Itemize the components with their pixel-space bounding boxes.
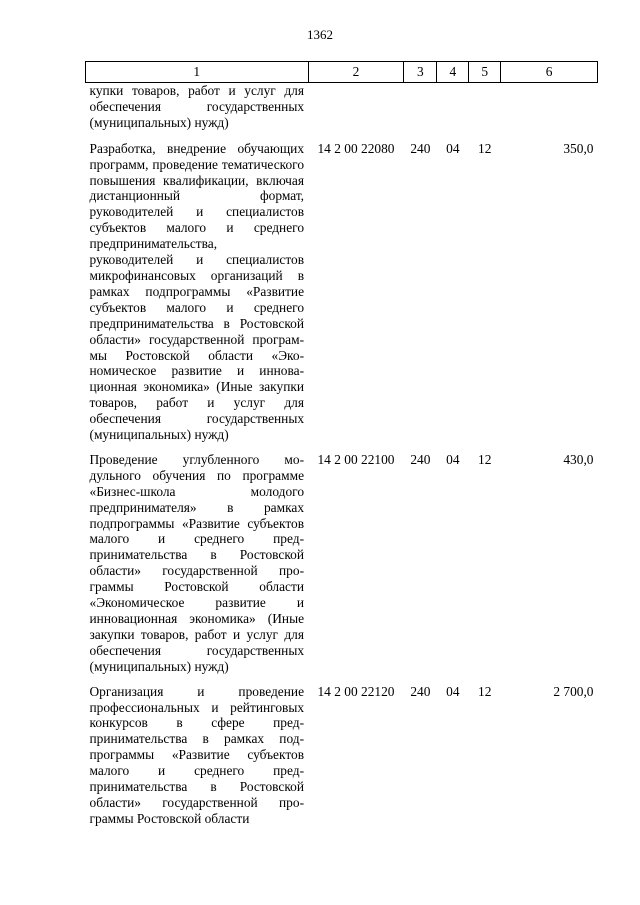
header-col-6: 6: [501, 62, 598, 83]
row-target-code: 14 2 00 22120: [317, 683, 395, 699]
row-expense-type: 240: [410, 451, 431, 467]
row-expense-type: 240: [410, 140, 431, 156]
row-description: купки товаров, работ и услуг для обеспечения государственных (муниципальных) нужд): [89, 83, 305, 130]
page-number: 1362: [307, 27, 333, 42]
row-description: Организация и проведение профессиональных и рейтинговых конкурсов в сфере предпринимательства в рамках подпрограммы «Развитие субъектов малого и среднего предпринимательства в Ростовской области» государственной программы Ростовской области: [89, 683, 305, 826]
row-section: 04: [446, 140, 460, 156]
table-header: [86, 62, 598, 83]
header-row: [86, 62, 598, 83]
row-description: Разработка, внедрение обучающих программ, проведение тематического повышения квалификации, включая дистанционный формат, руководителей и специалистов субъектов малого и среднего предпринимательства, руководителей и специалистов микрофинансовых организаций в рамках подпрограммы «Развитие субъектов малого и среднего предпринимательства в Ростовской области» государственной программы Ростовской области «Экономическое развитие и инновационная экономика» (Иные закупки товаров, работ и услуг для обеспечения государственных (муниципальных) нужд): [89, 140, 305, 443]
row-subsection: 12: [478, 140, 492, 156]
row-expense-type: 240: [410, 683, 431, 699]
table-row: [86, 141, 598, 452]
row-subsection: 12: [478, 451, 492, 467]
header-col-3: 3: [404, 62, 437, 83]
header-col-2: 2: [308, 62, 404, 83]
header-col-4: 4: [437, 62, 469, 83]
row-amount: 2 700,0: [553, 683, 594, 699]
table-row-continuation: [86, 83, 598, 141]
row-section: 04: [446, 683, 460, 699]
row-description: Проведение углубленного модульного обучения по программе «Бизнес-школа молодого предпринимателя» в рамках подпрограммы «Развитие субъектов малого и среднего предпринимательства в Ростовской области» государственной программы Ростовской области «Экономическое развитие и инновационная экономика» (Иные закупки товаров, работ и услуг для обеспечения государственных (муниципальных) нужд): [89, 451, 305, 674]
header-col-1: 1: [86, 62, 309, 83]
row-section: 04: [446, 451, 460, 467]
table-row: [86, 684, 598, 836]
row-subsection: 12: [478, 683, 492, 699]
row-amount: 350,0: [563, 140, 594, 156]
table-row: [86, 452, 598, 684]
header-col-5: 5: [469, 62, 501, 83]
row-target-code: 14 2 00 22100: [317, 451, 395, 467]
budget-table: [85, 61, 598, 836]
row-amount: 430,0: [563, 451, 594, 467]
row-target-code: 14 2 00 22080: [317, 140, 395, 156]
